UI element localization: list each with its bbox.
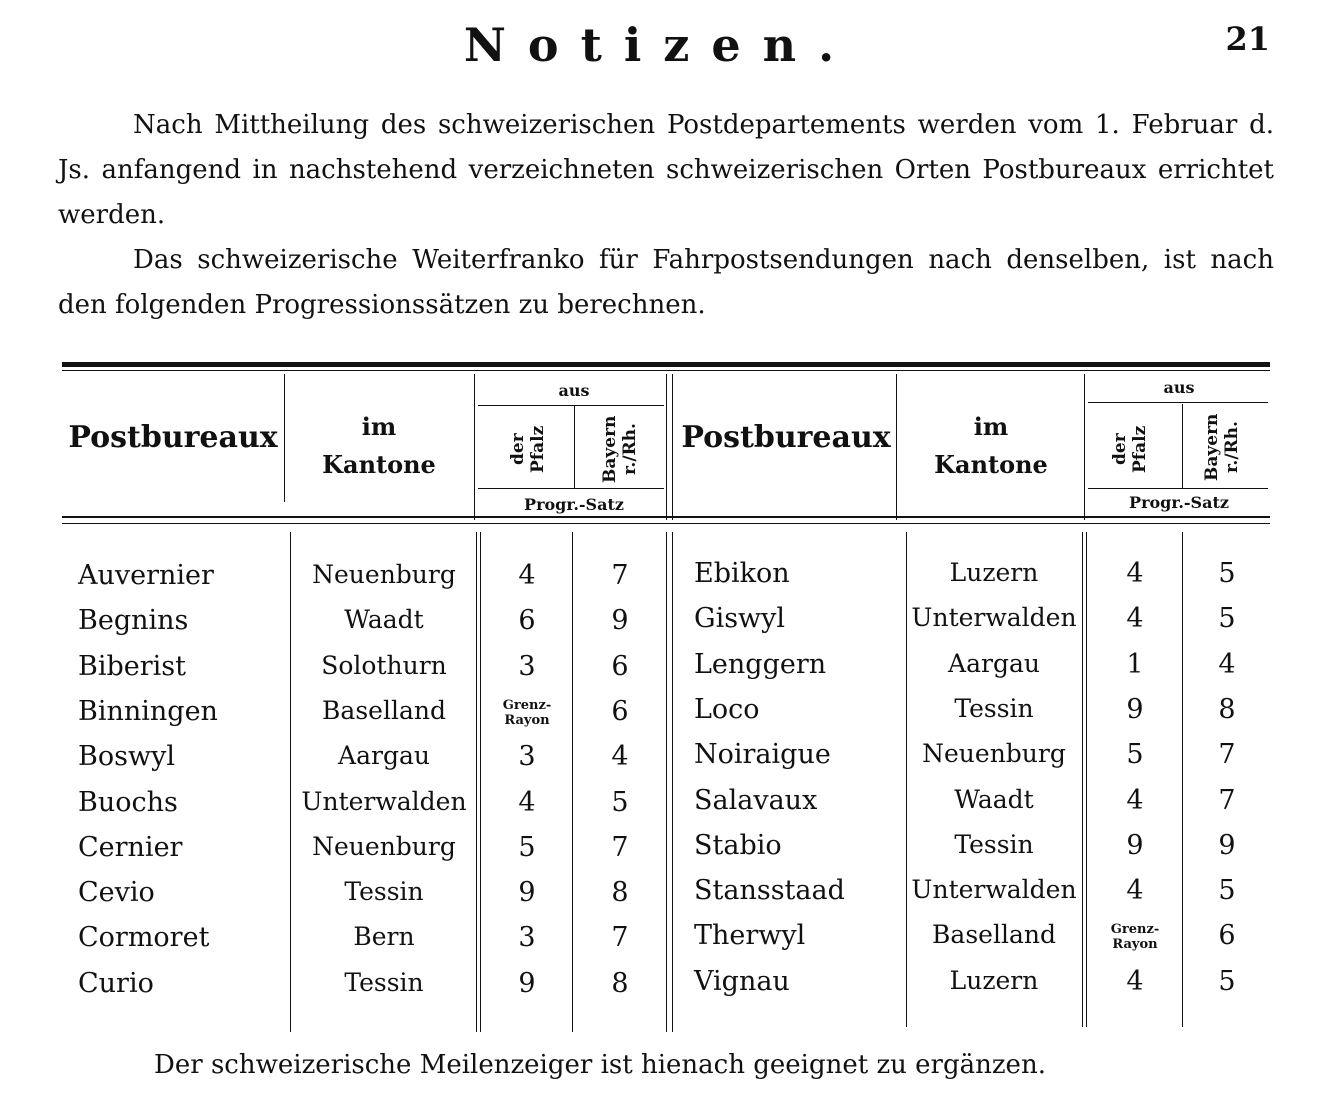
table-cell-pfalz: Grenz-Rayon [502, 697, 552, 728]
table-cell-bayern: 7 [1218, 784, 1236, 816]
header-aus-rule-left [478, 405, 664, 406]
table-cell-postbureau: Vignau [694, 965, 790, 997]
table-cell-postbureau: Binningen [78, 695, 218, 727]
table-cell-postbureau: Cernier [78, 831, 183, 863]
table-cell-pfalz: 3 [518, 650, 536, 682]
table-cell-pfalz: 4 [1126, 603, 1144, 635]
header-divider [284, 374, 285, 502]
table-cell-bayern: 4 [1218, 648, 1236, 680]
table-cell-canton: Luzern [949, 965, 1039, 995]
header-postbureaux-right: Postbureaux [681, 420, 891, 455]
table-cell-bayern: 5 [1218, 558, 1236, 589]
table-cell-postbureau: Lenggern [694, 648, 827, 680]
table-cell-postbureau: Begnins [78, 605, 189, 637]
table-cell-canton: Unterwalden [911, 603, 1077, 633]
header-bayern-left: Bayern r./Rh. [600, 415, 640, 483]
table-cell-pfalz: 3 [518, 741, 536, 773]
header-aus-right: aus [1163, 378, 1195, 397]
table-cell-postbureau: Stabio [694, 829, 782, 861]
header-postbureaux-left: Postbureaux [68, 420, 278, 455]
table-cell-postbureau: Therwyl [694, 920, 806, 952]
table-cell-postbureau: Giswyl [694, 603, 786, 635]
body-divider [1082, 532, 1083, 1027]
header-divider [574, 406, 575, 488]
table-cell-canton: Waadt [954, 784, 1034, 814]
header-divider [474, 374, 475, 520]
table-cell-pfalz: 4 [1126, 558, 1144, 589]
table-cell-bayern: 6 [1218, 920, 1236, 952]
table-cell-postbureau: Stansstaad [694, 875, 845, 907]
body-divider [476, 532, 477, 1032]
table-cell-pfalz: 4 [518, 786, 536, 818]
table-cell-bayern: 8 [611, 877, 629, 909]
table-cell-postbureau: Ebikon [694, 558, 790, 589]
table-cell-pfalz: 6 [518, 605, 536, 637]
footer-note: Der schweizerische Meilenzeiger ist hienach geeignet zu ergänzen. [154, 1050, 1046, 1080]
table-cell-pfalz: 9 [518, 877, 536, 909]
table-cell-pfalz: 5 [1126, 739, 1144, 771]
table-cell-canton: Aargau [338, 741, 430, 771]
table-cell-postbureau: Cevio [78, 877, 155, 909]
table-cell-canton: Unterwalden [301, 786, 467, 816]
table-cell-postbureau: Salavaux [694, 784, 818, 816]
header-pfalz-left: der Pfalz [508, 425, 548, 473]
header-satz-left: Progr.-Satz [524, 495, 624, 514]
table-header-rule-thin [62, 523, 1270, 524]
header-bayern-right: Bayern r./Rh. [1202, 413, 1242, 481]
body-divider [672, 532, 673, 1032]
table-cell-canton: Neuenburg [312, 560, 456, 589]
table-cell-postbureau: Cormoret [78, 922, 210, 954]
table-cell-bayern: 5 [611, 786, 629, 818]
table-cell-postbureau: Noiraigue [694, 739, 831, 771]
table-cell-canton: Luzern [949, 558, 1039, 587]
table-cell-pfalz: 4 [518, 560, 536, 591]
table-cell-bayern: 7 [611, 560, 629, 591]
table-cell-pfalz: 1 [1126, 648, 1144, 680]
table-cell-bayern: 6 [611, 695, 629, 727]
table-cell-pfalz: 5 [518, 831, 536, 863]
header-kanton-right [898, 408, 1084, 484]
intro-paragraph-1: Nach Mittheilung des schweizerischen Postdepartements werden vom 1. Februar d. Js. anfangend in nachstehend verzeichneten schweizerischen Orten Postbureaux errichtet werden. [58, 110, 1274, 230]
table-cell-pfalz: 9 [1126, 693, 1144, 725]
table-cell-pfalz: Grenz-Rayon [1110, 922, 1160, 953]
table-cell-bayern: 5 [1218, 603, 1236, 635]
table-cell-pfalz: 4 [1126, 875, 1144, 907]
table-cell-pfalz: 3 [518, 922, 536, 954]
table-cell-pfalz: 4 [1126, 784, 1144, 816]
table-cell-bayern: 8 [1218, 693, 1236, 725]
header-kanton-line1: im [973, 412, 1009, 441]
table-cell-bayern: 9 [611, 605, 629, 637]
table-cell-bayern: 4 [611, 741, 629, 773]
table-cell-postbureau: Boswyl [78, 741, 175, 773]
table-cell-postbureau: Biberist [78, 650, 186, 682]
body-divider [1182, 532, 1183, 1027]
table-cell-bayern: 5 [1218, 965, 1236, 997]
table-cell-bayern: 7 [611, 922, 629, 954]
body-divider [572, 532, 573, 1032]
table-cell-postbureau: Curio [78, 967, 154, 999]
table-cell-postbureau: Buochs [78, 786, 178, 818]
header-kanton-line1: im [361, 412, 397, 441]
header-divider [1084, 374, 1085, 520]
table-cell-bayern: 7 [611, 831, 629, 863]
table-cell-postbureau: Auvernier [78, 560, 214, 591]
body-divider [480, 532, 481, 1032]
header-satz-right: Progr.-Satz [1129, 493, 1229, 512]
header-divider [672, 374, 673, 520]
table-top-rule [62, 362, 1270, 367]
table-cell-bayern: 7 [1218, 739, 1236, 771]
header-satz-rule-right [1088, 488, 1268, 489]
table-cell-canton: Tessin [344, 877, 424, 907]
table-cell-pfalz: 9 [1126, 829, 1144, 861]
table-cell-bayern: 9 [1218, 829, 1236, 861]
table-top-rule-thin [62, 370, 1270, 371]
table-cell-canton: Bern [353, 922, 415, 952]
header-kanton-left [286, 408, 472, 484]
table-cell-canton: Waadt [344, 605, 424, 635]
header-kanton-line2: Kantone [322, 450, 436, 479]
table-cell-canton: Baselland [322, 695, 446, 725]
header-aus-rule-right [1088, 402, 1268, 403]
page-number: 21 [1225, 20, 1270, 58]
intro-paragraph-2: Das schweizerische Weiterfranko für Fahrpostsendungen nach denselben, ist nach den folgenden Progressionssätzen zu berechnen. [58, 245, 1274, 320]
table-cell-pfalz: 9 [518, 967, 536, 999]
table-cell-bayern: 5 [1218, 875, 1236, 907]
header-pfalz-right: der Pfalz [1110, 425, 1150, 473]
header-satz-rule-left [478, 488, 664, 489]
header-divider [666, 374, 667, 520]
table-cell-bayern: 6 [611, 650, 629, 682]
table-cell-pfalz: 4 [1126, 965, 1144, 997]
table-cell-canton: Unterwalden [911, 875, 1077, 905]
header-kanton-line2: Kantone [934, 450, 1048, 479]
header-divider [1182, 404, 1183, 488]
header-divider [896, 374, 897, 520]
body-divider [1086, 532, 1087, 1027]
table-cell-postbureau: Loco [694, 693, 760, 725]
body-divider [666, 532, 667, 1032]
table-cell-canton: Tessin [344, 967, 424, 997]
body-divider [290, 532, 291, 1032]
table-cell-canton: Tessin [954, 693, 1034, 723]
table-cell-canton: Neuenburg [312, 831, 456, 861]
table-cell-canton: Neuenburg [922, 739, 1066, 769]
table-cell-canton: Baselland [932, 920, 1056, 950]
table-cell-bayern: 8 [611, 967, 629, 999]
table-cell-canton: Aargau [948, 648, 1040, 678]
table-cell-canton: Solothurn [321, 650, 447, 680]
table-cell-canton: Tessin [954, 829, 1034, 859]
page-title: Notizen. [463, 18, 857, 72]
header-aus-left: aus [558, 381, 590, 400]
